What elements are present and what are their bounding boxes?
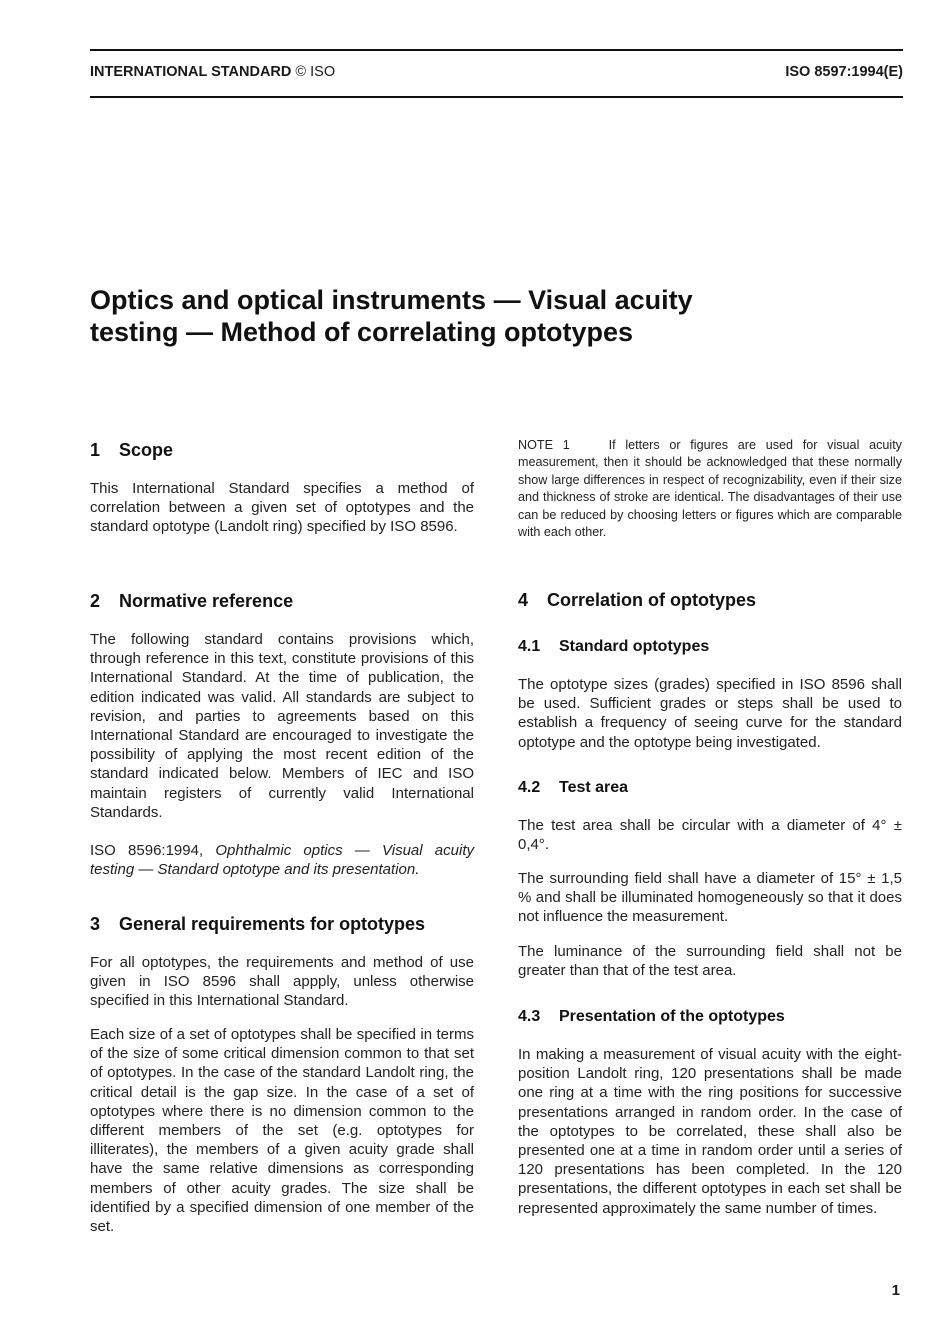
section-heading: 4 Correlation of optotypes	[518, 590, 757, 610]
header-bottom-rule	[90, 96, 903, 98]
note-1	[518, 437, 902, 541]
header-document-id: ISO 8597:1994(E)	[785, 64, 903, 80]
note-body: If letters or figures are used for visual acuity measurement, then it should be acknowledged that these normally show large differences in respect of recognizability, even if their size and thickness of stroke are identical. The disadvantages of their use can be reduced by choosing letters or figures which are comparable with each other.	[518, 438, 902, 540]
subsection-presentation	[518, 1007, 902, 1027]
note-label: NOTE 1	[518, 438, 570, 452]
note-text	[518, 437, 902, 541]
header-top-rule	[90, 49, 903, 51]
subsection-standard-optotypes	[518, 637, 902, 657]
general-paragraph-2-block	[90, 1025, 474, 1236]
normative-paragraph: The following standard contains provisions which, through reference in this text, constitute provisions of this International Standard. At the time of publication, the edition indicated was valid. All standards are subject to revision, and parties to agreements based on this International Standard are encouraged to investigate the possibility of applying the most recent edition of the standard indicated below. Members of IEC and ISO maintain registers of currently valid International Standards.	[90, 631, 474, 821]
scope-paragraph: This International Standard specifies a method of correlation between a given set of optotypes and the standard optotype (Landolt ring) specified by ISO 8596.	[90, 480, 474, 536]
general-paragraph-1-block	[90, 953, 474, 1011]
subsection-heading: 4.3 Presentation of the optotypes	[518, 1008, 785, 1025]
section-general-requirements	[90, 913, 474, 935]
test-area-paragraph-1: The test area shall be circular with a diameter of 4° ± 0,4°.	[518, 817, 902, 854]
general-paragraph-1: For all optotypes, the requirements and method of use given in ISO 8596 shall appply, unless otherwise specified in this International Standard.	[90, 954, 474, 1010]
standard-optotypes-paragraph-block	[518, 675, 902, 752]
normative-paragraph-block	[90, 630, 474, 822]
standard-optotypes-paragraph: The optotype sizes (grades) specified in ISO 8596 shall be used. Sufficient grades or steps shall be used to establish a frequency of seeing curve for the standard optotype and the optotype being investigated.	[518, 676, 902, 751]
header-left	[90, 64, 335, 80]
test-area-paragraph-3-block	[518, 942, 902, 980]
section-heading: 1 Scope	[90, 440, 174, 460]
reference-id: ISO 8596:1994,	[90, 842, 204, 859]
general-paragraph-2: Each size of a set of optotypes shall be specified in terms of the size of some critical dimension common to that set of optotypes. In the case of the standard Landolt ring, the critical detail is the gap size. In the case of a set of optotypes where there is no dimension common to the different members of the set (e.g. optotypes for illiterates), the members of a given acuity grade shall have the same relative dimensions as corresponding members of other acuity grades. The size shall be identified by a specified dimension of one member of the set.	[90, 1026, 474, 1236]
section-normative-reference	[90, 590, 474, 612]
test-area-paragraph-2-block	[518, 869, 902, 927]
section-heading: 3 General requirements for optotypes	[90, 914, 426, 934]
subsection-heading: 4.1 Standard optotypes	[518, 638, 710, 655]
section-heading: 2 Normative reference	[90, 591, 294, 611]
test-area-paragraph-1-block	[518, 816, 902, 854]
title-line-1: Optics and optical instruments — Visual acuity	[90, 285, 693, 315]
presentation-paragraph: In making a measurement of visual acuity with the eight-position Landolt ring, 120 presentations shall be made one ring at a time with the ring positions for successive presentations arranged in random order. In the case of the optotypes to be correlated, these shall also be presented one at a time in random order until a series of 120 presentations has been completed. In the 120 presentations, the different optotypes in each set shall be represented approximately the same number of times.	[518, 1046, 902, 1217]
presentation-paragraph-block	[518, 1045, 902, 1218]
header-copyright: © ISO	[295, 64, 336, 80]
test-area-paragraph-2: The surrounding field shall have a diameter of 15° ± 1,5 % and shall be illuminated homogeneously so that it does not influence the measurement.	[518, 870, 902, 926]
reference-citation	[90, 841, 474, 879]
scope-paragraph-block	[90, 479, 474, 537]
test-area-paragraph-3: The luminance of the surrounding field shall not be greater than that of the test area.	[518, 943, 902, 980]
section-scope	[90, 439, 474, 461]
subsection-test-area	[518, 778, 902, 798]
normative-reference-entry	[90, 841, 474, 879]
page-number: 1	[891, 1282, 900, 1299]
reference-title: Ophthalmic optics — Visual acuity testing — Standard optotype and its presentation.	[90, 842, 474, 879]
document-title	[90, 284, 890, 348]
subsection-heading: 4.2 Test area	[518, 779, 629, 796]
section-correlation	[518, 589, 902, 611]
title-line-2: testing — Method of correlating optotypes	[90, 317, 634, 347]
header-standard-label: INTERNATIONAL STANDARD	[90, 64, 292, 80]
